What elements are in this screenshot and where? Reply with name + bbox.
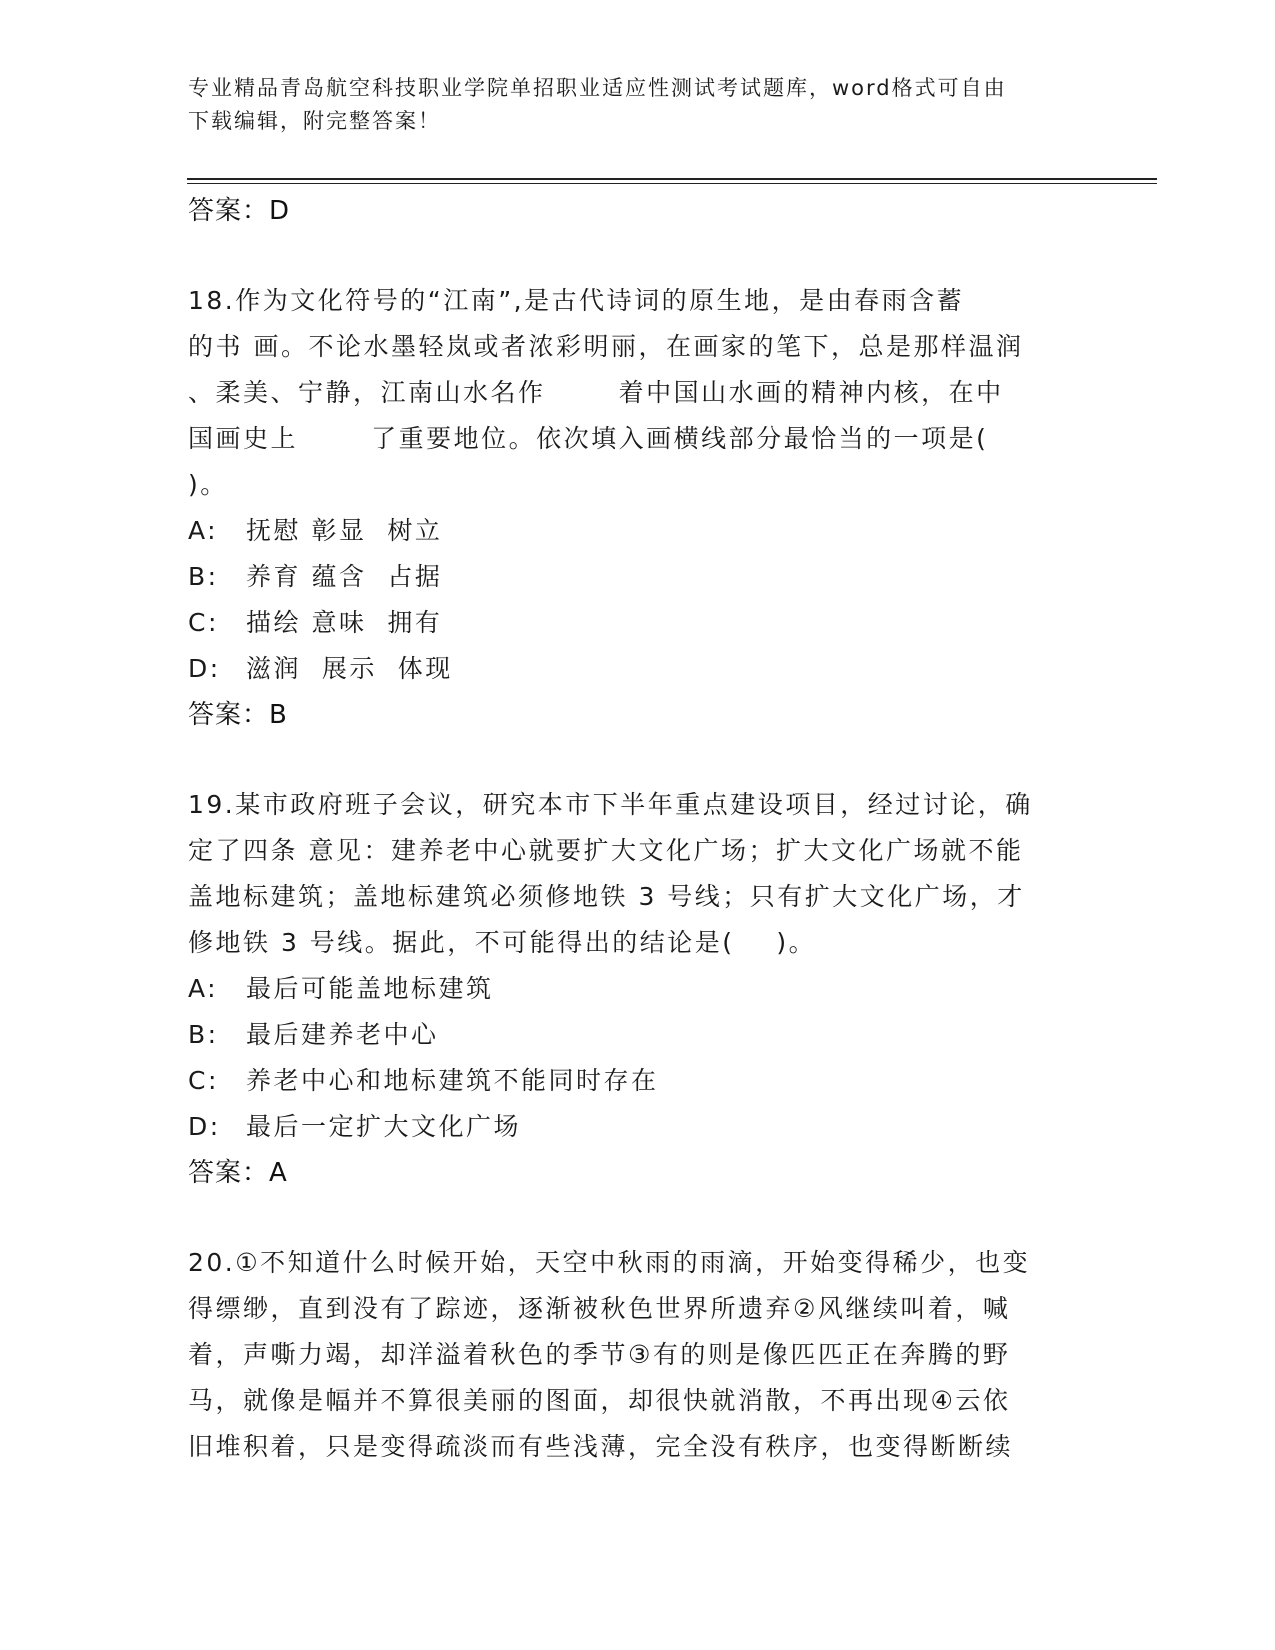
question-text-line: 修地铁 3 号线。据此，不可能得出的结论是( )。 <box>188 928 817 957</box>
option-key: A: <box>188 516 219 545</box>
spacer <box>188 738 1088 782</box>
answer-line: 答案：D <box>188 196 291 226</box>
header-divider <box>187 178 1157 180</box>
header-line: 下载编辑，附完整答案！ <box>188 109 441 133</box>
spacer <box>188 234 1088 278</box>
option-key: B: <box>188 562 219 591</box>
question-text-line: 的书 画。不论水墨轻岚或者浓彩明丽，在画家的笔下，总是那样温润 <box>188 332 1024 361</box>
question-18 <box>188 278 1088 738</box>
option-c <box>188 1058 1088 1104</box>
document-body <box>188 188 1088 1470</box>
question-text-line: 得缥缈，直到没有了踪迹，逐渐被秋色世界所遗弃②风继续叫着，喊 <box>188 1294 1011 1323</box>
option-d <box>188 1104 1088 1150</box>
question-text-line: 、柔美、宁静，江南山水名作 着中国山水画的精神内核，在中 <box>188 378 1004 407</box>
answer-line: 答案：B <box>188 700 288 730</box>
question-text-line: 旧堆积着，只是变得疏淡而有些浅薄，完全没有秩序，也变得断断续 <box>188 1432 1014 1461</box>
option-text: 最后一定扩大文化广场 <box>246 1112 522 1141</box>
option-key: D: <box>188 1112 221 1141</box>
option-key: B: <box>188 1020 219 1049</box>
option-text: 最后可能盖地标建筑 <box>246 974 494 1003</box>
option-text: 养育 蕴含 占据 <box>246 562 443 591</box>
option-key: D: <box>188 654 221 683</box>
answer-line: 答案：A <box>188 1158 288 1188</box>
option-a <box>188 508 1088 554</box>
question-text-line: 18.作为文化符号的“江南”,是古代诗词的原生地，是由春雨含蓄 <box>188 286 965 315</box>
header-line: 专业精品青岛航空科技职业学院单招职业适应性测试考试题库，word格式可自由 <box>188 76 1007 100</box>
question-text-line: 19.某市政府班子会议，研究本市下半年重点建设项目，经过讨论，确 <box>188 790 1033 819</box>
option-text: 抚慰 彰显 树立 <box>246 516 443 545</box>
option-a <box>188 966 1088 1012</box>
question-text-line: 20.①不知道什么时候开始，天空中秋雨的雨滴，开始变得稀少，也变 <box>188 1248 1031 1277</box>
question-text-line: 马，就像是幅并不算很美丽的图面，却很快就消散，不再出现④云依 <box>188 1386 1011 1415</box>
question-text-line: 着，声嘶力竭，却洋溢着秋色的季节③有的则是像匹匹正在奔腾的野 <box>188 1340 1011 1369</box>
option-b <box>188 554 1088 600</box>
option-b <box>188 1012 1088 1058</box>
option-c <box>188 600 1088 646</box>
question-text-line: 盖地标建筑；盖地标建筑必须修地铁 3 号线；只有扩大文化广场，才 <box>188 882 1025 911</box>
option-key: C: <box>188 608 219 637</box>
question-text-line: )。 <box>188 470 228 499</box>
option-text: 滋润 展示 体现 <box>246 654 453 683</box>
spacer <box>188 1196 1088 1240</box>
question-text-line: 定了四条 意见：建养老中心就要扩大文化广场；扩大文化广场就不能 <box>188 836 1024 865</box>
question-text-line: 国画史上 了重要地位。依次填入画横线部分最恰当的一项是( <box>188 424 989 453</box>
page-header <box>188 72 1088 138</box>
option-text: 最后建养老中心 <box>246 1020 439 1049</box>
option-key: C: <box>188 1066 219 1095</box>
option-d <box>188 646 1088 692</box>
question-20 <box>188 1240 1088 1470</box>
option-text: 养老中心和地标建筑不能同时存在 <box>246 1066 659 1095</box>
option-text: 描绘 意味 拥有 <box>246 608 443 637</box>
option-key: A: <box>188 974 219 1003</box>
question-19 <box>188 782 1088 1196</box>
header-divider <box>187 183 1157 184</box>
